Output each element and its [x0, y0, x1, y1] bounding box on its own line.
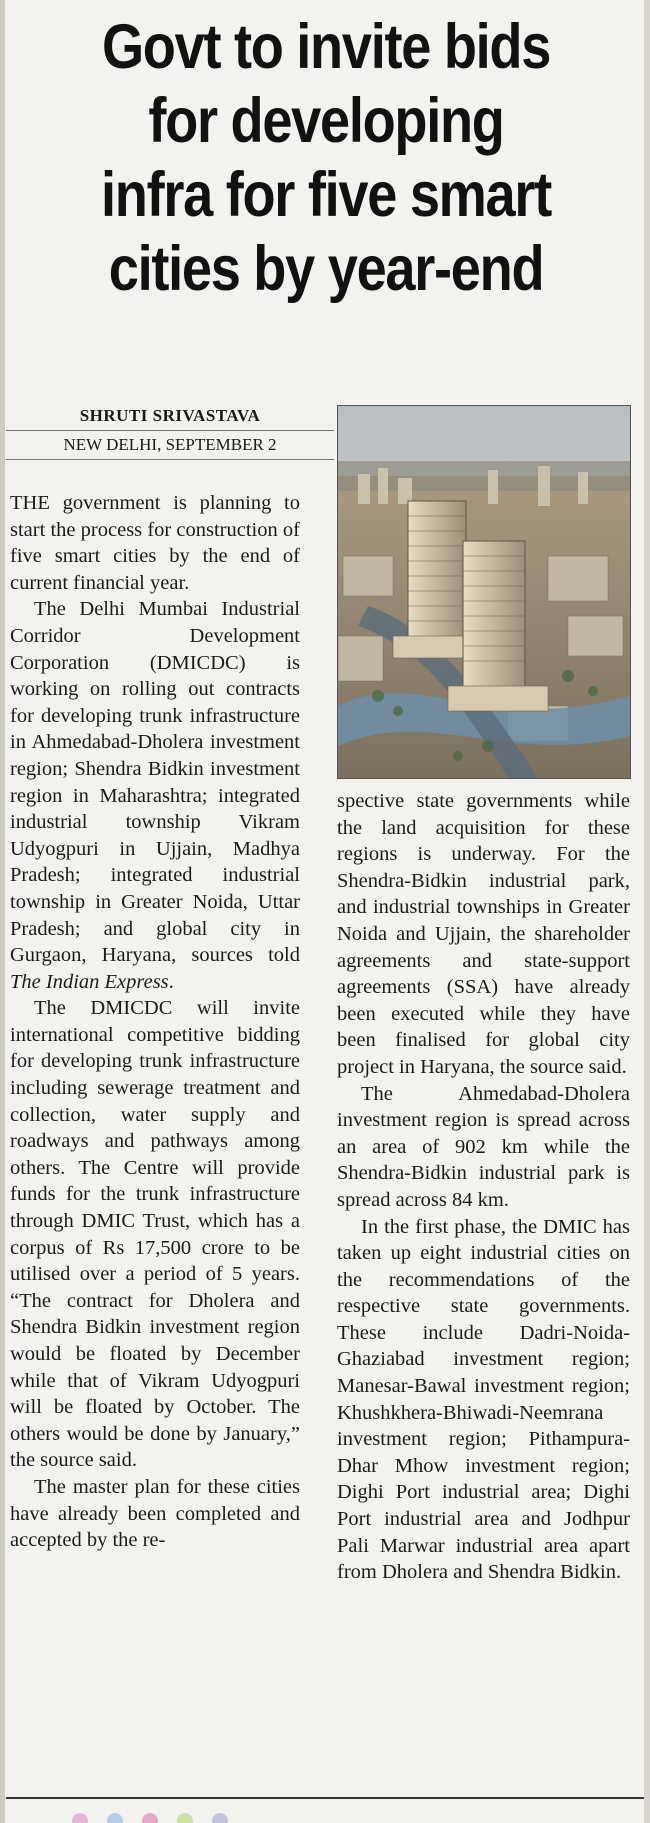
paragraph-text: The Delhi Mumbai Industrial Corridor Development Corporation (DMICDC) is working on rolling out contracts for developing trunk infrastructure in Ahmedabad-Dholera investment region; Shendra Bidkin investment region in Maharashtra; integrated industrial township Vikram Udyogpuri in Ujjain, Madhya Pradesh; integrated industrial township in Greater Noida, Uttar Pradesh; and global city in Gurgaon, Haryana, sources told	[10, 598, 300, 967]
publication-name: The Indian Express	[10, 970, 169, 993]
paragraph: In the first phase, the DMIC has taken up eight industrial cities on the recommendations of the respective state governments. These include Dadri-Noida-Ghaziabad investment region; Manesar-Bawal investment region; Khushkhera-Bhiwadi-Neemrana investment region; Pithampura-Dhar Mhow investment region; Dighi Port industrial area; Dighi Port industrial area and Jodhpur Pali Marwar industrial area apart from Dholera and Shendra Bidkin.	[337, 1215, 630, 1584]
headline	[58, 10, 595, 306]
paragraph: The master plan for these cities have already been completed and accepted by the re-	[10, 1475, 300, 1552]
dateline: NEW DELHI, SEPTEMBER 2	[6, 430, 334, 460]
city-illustration	[338, 406, 630, 778]
paragraph: spective state governments while the land acquisition for these regions is underway. For the Shendra-Bidkin industrial park, and industrial townships in Greater Noida and Ujjain, the shareholder agreements and state-support agreements (SSA) have already been executed while they have been finalised for global city project in Haryana, the source said.	[337, 790, 630, 1078]
paragraph: THE government is planning to start the process for construction of five smart cities by the end of current financial year.	[10, 492, 300, 594]
paragraph	[10, 596, 300, 995]
byline	[6, 402, 334, 460]
decorative-strip	[40, 1805, 300, 1823]
page-border-left	[0, 0, 5, 1823]
paragraph: The Ahmedabad-Dholera investment region is spread across an area of 902 km while the Shendra-Bidkin industrial park is spread across 84 km.	[337, 1082, 630, 1211]
article-column-right	[337, 788, 630, 1586]
headline-line: infra for five smart	[101, 160, 551, 230]
article-column-left	[10, 490, 300, 1554]
headline-line: cities by year-end	[108, 234, 544, 304]
headline-line: Govt to invite bids	[101, 12, 551, 82]
smart-city-rendering-photo	[337, 405, 631, 779]
headline-line: for developing	[148, 86, 504, 156]
paragraph: The DMICDC will invite international competitive bidding for developing trunk infrastructure including sewerage treatment and collection, water supply and roadways and pathways among others. The Centre will provide funds for the trunk infrastructure through DMIC Trust, which has a corpus of Rs 17,500 crore to be utilised over a period of 5 years. “The contract for Dholera and Shendra Bidkin investment region would be floated by December while that of Vikram Udyogpuri will be floated by October. The others would be done by January,” the source said.	[10, 997, 300, 1472]
bottom-rule	[6, 1797, 644, 1799]
paragraph-text: .	[168, 970, 174, 993]
author-name: SHRUTI SRIVASTAVA	[79, 406, 261, 425]
page-border-right	[644, 0, 650, 1823]
